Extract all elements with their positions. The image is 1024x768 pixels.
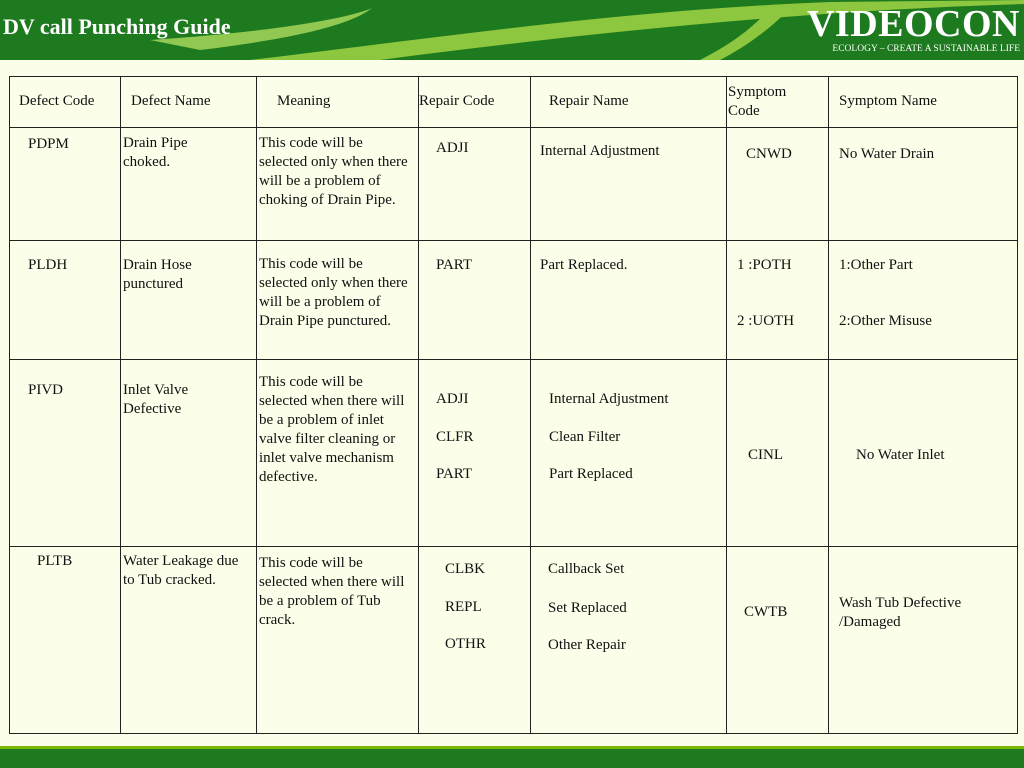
symptom-code-cell bbox=[727, 128, 829, 241]
defect-name-cell bbox=[121, 128, 257, 241]
defect-name: Water Leakage due to Tub cracked. bbox=[123, 553, 239, 588]
meaning-text: This code will be selected when there will be a problem of inlet valve filter cleaning or inlet valve mechanism defective. bbox=[259, 374, 405, 485]
repair-code-cell bbox=[419, 241, 531, 360]
repair-name: Other Repair bbox=[548, 637, 626, 653]
column-header bbox=[829, 77, 1018, 128]
symptom-name-cell bbox=[829, 547, 1018, 734]
symptom-name-cell bbox=[829, 128, 1018, 241]
repair-name: Part Replaced. bbox=[540, 257, 628, 273]
symptom-name: 2:Other Misuse bbox=[839, 313, 932, 329]
repair-name-cell bbox=[531, 128, 727, 241]
repair-name-cell bbox=[531, 241, 727, 360]
defect-name-cell bbox=[121, 241, 257, 360]
defect-code: PIVD bbox=[28, 382, 64, 398]
symptom-code: CINL bbox=[748, 447, 783, 463]
column-header-label: Symptom Code bbox=[728, 84, 787, 119]
defect-code: PLDH bbox=[28, 257, 68, 273]
defect-code-cell bbox=[10, 547, 121, 734]
symptom-code-cell bbox=[727, 241, 829, 360]
symptom-name: No Water Drain bbox=[839, 146, 935, 162]
defect-code-cell bbox=[10, 128, 121, 241]
repair-code: ADJI bbox=[436, 391, 469, 407]
column-header-label: Defect Name bbox=[131, 93, 211, 109]
symptom-name: 1:Other Part bbox=[839, 257, 913, 273]
repair-code: CLBK bbox=[445, 561, 486, 577]
meaning-text: This code will be selected when there will be a problem of Tub crack. bbox=[259, 555, 405, 628]
column-header bbox=[10, 77, 121, 128]
repair-code: PART bbox=[436, 466, 473, 482]
page-title: DV call Punching Guide bbox=[3, 14, 231, 39]
symptom-code: CNWD bbox=[746, 146, 792, 162]
defect-code-cell bbox=[10, 360, 121, 547]
repair-code: REPL bbox=[445, 599, 482, 615]
column-header bbox=[121, 77, 257, 128]
repair-name: Internal Adjustment bbox=[540, 143, 660, 159]
logo-tagline: ECOLOGY – CREATE A SUSTAINABLE LIFE bbox=[832, 44, 1020, 54]
meaning-text: This code will be selected only when there will be a problem of Drain Pipe punctured. bbox=[259, 256, 408, 329]
repair-code-cell bbox=[419, 547, 531, 734]
symptom-name: No Water Inlet bbox=[856, 447, 945, 463]
repair-name-cell bbox=[531, 360, 727, 547]
table-row bbox=[10, 128, 1018, 241]
table-row bbox=[10, 547, 1018, 734]
column-header-label: Symptom Name bbox=[839, 93, 937, 109]
meaning-text: This code will be selected only when there will be a problem of choking of Drain Pipe. bbox=[259, 135, 408, 208]
defect-name: Drain Hose punctured bbox=[123, 257, 192, 292]
symptom-code: CWTB bbox=[744, 604, 788, 620]
table-row bbox=[10, 360, 1018, 547]
repair-code: PART bbox=[436, 257, 473, 273]
repair-code: CLFR bbox=[436, 429, 474, 445]
repair-code: OTHR bbox=[445, 636, 486, 652]
column-header-label: Repair Code bbox=[419, 93, 495, 109]
defect-name: Drain Pipe choked. bbox=[123, 135, 188, 170]
symptom-code-cell bbox=[727, 360, 829, 547]
meaning-cell bbox=[257, 547, 419, 734]
column-header bbox=[257, 77, 419, 128]
defect-code-cell bbox=[10, 241, 121, 360]
column-header bbox=[531, 77, 727, 128]
defect-code: PLTB bbox=[37, 553, 73, 569]
column-header bbox=[419, 77, 531, 128]
punching-guide-table bbox=[9, 76, 1018, 734]
symptom-code: 1 :POTH bbox=[737, 257, 792, 273]
repair-name: Internal Adjustment bbox=[549, 391, 669, 407]
column-header bbox=[727, 77, 829, 128]
column-header-label: Meaning bbox=[277, 93, 331, 109]
repair-name: Part Replaced bbox=[549, 466, 633, 482]
meaning-cell bbox=[257, 360, 419, 547]
repair-name: Set Replaced bbox=[548, 600, 627, 616]
videocon-logo bbox=[806, 3, 1020, 54]
meaning-cell bbox=[257, 128, 419, 241]
symptom-name: Wash Tub Defective /Damaged bbox=[839, 595, 962, 630]
column-header-label: Repair Name bbox=[549, 93, 629, 109]
defect-code: PDPM bbox=[28, 136, 69, 152]
symptom-name-cell bbox=[829, 241, 1018, 360]
repair-code-cell bbox=[419, 128, 531, 241]
column-header-label: Defect Code bbox=[19, 93, 95, 109]
meaning-cell bbox=[257, 241, 419, 360]
symptom-name-cell bbox=[829, 360, 1018, 547]
symptom-code-cell bbox=[727, 547, 829, 734]
symptom-code: 2 :UOTH bbox=[737, 313, 795, 329]
repair-code: ADJI bbox=[436, 140, 469, 156]
defect-name-cell bbox=[121, 547, 257, 734]
table-header-row bbox=[10, 77, 1018, 128]
footer-bar bbox=[0, 749, 1024, 768]
repair-name: Clean Filter bbox=[549, 429, 621, 445]
defect-name: Inlet Valve Defective bbox=[123, 382, 189, 417]
repair-name: Callback Set bbox=[548, 561, 625, 577]
repair-code-cell bbox=[419, 360, 531, 547]
repair-name-cell bbox=[531, 547, 727, 734]
logo-wordmark: VIDEOCON bbox=[806, 3, 1020, 45]
header-bar bbox=[0, 0, 1024, 60]
defect-name-cell bbox=[121, 360, 257, 547]
table-row bbox=[10, 241, 1018, 360]
